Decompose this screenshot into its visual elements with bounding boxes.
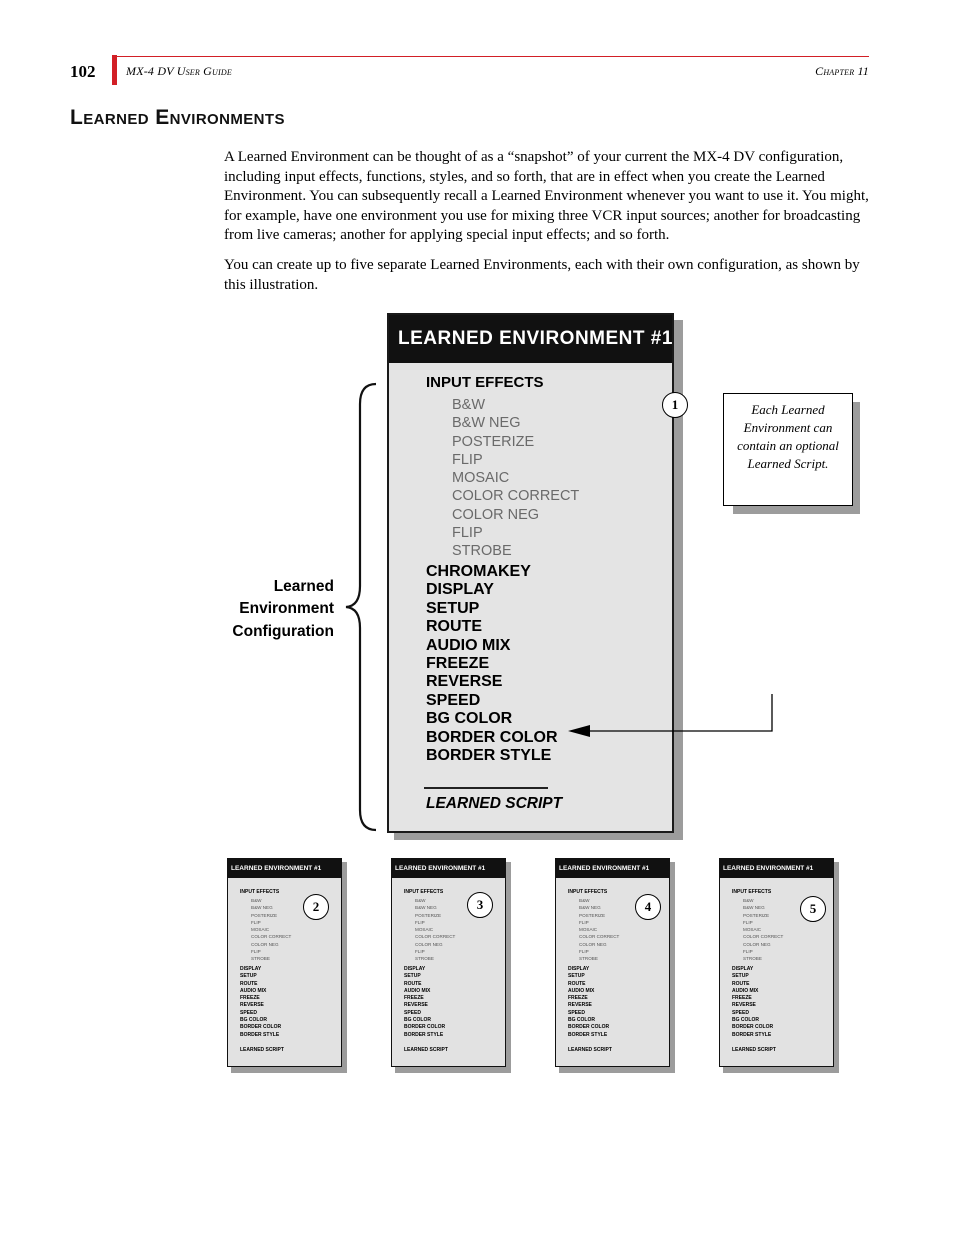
- config-item: DISPLAY: [426, 581, 494, 599]
- thumbnail-effect: STROBE: [415, 956, 434, 962]
- config-label-line: Configuration: [232, 622, 334, 640]
- environment-thumbnail-3: [391, 858, 511, 1073]
- thumbnail-effect: FLIP: [415, 949, 425, 955]
- thumbnail-item: SPEED: [404, 1009, 421, 1016]
- thumbnail-effect: COLOR NEG: [579, 941, 607, 947]
- thumbnail-effect: FLIP: [743, 919, 753, 925]
- effect-item: B&W NEG: [452, 415, 521, 432]
- thumbnail-item: AUDIO MIX: [732, 987, 759, 994]
- thumbnail-item: BORDER COLOR: [568, 1024, 610, 1031]
- thumbnail-item: SETUP: [568, 973, 585, 980]
- input-effects-heading: INPUT EFFECTS: [426, 374, 544, 391]
- thumbnail-item: BG COLOR: [240, 1017, 267, 1024]
- thumbnail-item: ROUTE: [732, 980, 750, 987]
- thumbnail-effects-list: [415, 897, 455, 963]
- thumbnail-item: DISPLAY: [404, 966, 426, 972]
- header-rule: [117, 56, 869, 57]
- thumbnail-effect: STROBE: [251, 956, 270, 962]
- section-title: Learned Environments: [70, 106, 285, 129]
- configuration-brace: [340, 380, 380, 835]
- thumbnail-effect: B&W NEG: [743, 905, 765, 911]
- thumbnail-item: SPEED: [240, 1009, 257, 1016]
- config-item: SPEED: [426, 691, 481, 709]
- thumbnail-items: [240, 966, 281, 1039]
- thumbnail-effect: MOSAIC: [579, 927, 598, 933]
- thumbnail-item: REVERSE: [240, 1002, 264, 1009]
- thumbnail-effect: POSTERIZE: [579, 912, 606, 918]
- effect-item: B&W: [452, 397, 486, 413]
- thumbnail-item: REVERSE: [404, 1002, 428, 1009]
- thumbnail-effect: COLOR NEG: [251, 941, 279, 947]
- thumbnail-item: REVERSE: [732, 1002, 756, 1009]
- paragraph-intro: A Learned Environment can be thought of as a “snapshot” of your current the MX-4 DV configuration, including input effects, functions, styles, and so forth, that are in effect when you create the Learned Environment. You can subsequently recall a Learned Environment whenever you want to use it. You might, for example, have one environment you use for mixing three VCR input sources; another for broadcasting from live cameras; another for applying special input effects; and so forth.: [224, 149, 869, 244]
- thumbnail-effect: COLOR NEG: [415, 941, 443, 947]
- thumbnail-item: BORDER STYLE: [240, 1031, 280, 1038]
- thumbnail-item: SETUP: [240, 973, 257, 980]
- effect-item: COLOR CORRECT: [452, 488, 580, 505]
- thumbnail-item: ROUTE: [404, 980, 422, 987]
- thumbnail-effect: B&W: [579, 898, 590, 903]
- thumbnail-item: ROUTE: [568, 980, 586, 987]
- thumbnail-item: AUDIO MIX: [404, 987, 431, 994]
- thumbnail-title: LEARNED ENVIRONMENT #1: [392, 859, 505, 878]
- thumbnail-script: LEARNED SCRIPT: [732, 1047, 776, 1053]
- thumbnail-effect: FLIP: [251, 919, 261, 925]
- thumbnail-item: FREEZE: [240, 995, 260, 1002]
- thumbnail-item: FREEZE: [732, 995, 752, 1002]
- thumbnail-effects-heading: INPUT EFFECTS: [568, 889, 608, 895]
- thumbnail-effect: COLOR CORRECT: [415, 934, 456, 940]
- thumbnail-item: BG COLOR: [732, 1017, 759, 1024]
- script-divider: [424, 787, 548, 789]
- thumbnail-effect: COLOR CORRECT: [579, 934, 620, 940]
- thumbnail-effect: B&W NEG: [251, 905, 273, 911]
- configuration-label: [226, 576, 334, 643]
- environment-thumbnail-2: [227, 858, 347, 1073]
- thumbnail-effect: POSTERIZE: [251, 912, 278, 918]
- thumbnail-item: AUDIO MIX: [240, 987, 267, 994]
- page-number: 102: [70, 62, 96, 81]
- thumbnail-effect: B&W NEG: [415, 905, 437, 911]
- thumbnail-item: BORDER COLOR: [240, 1024, 282, 1031]
- guide-title: MX-4 DV User Guide: [126, 64, 232, 78]
- thumbnail-title: LEARNED ENVIRONMENT #1: [720, 859, 833, 878]
- environment-thumbnail-5: [719, 858, 839, 1073]
- thumbnail-effect: POSTERIZE: [743, 912, 770, 918]
- thumbnail-item: SPEED: [732, 1009, 749, 1016]
- thumbnail-title: LEARNED ENVIRONMENT #1: [556, 859, 669, 878]
- thumbnail-item: AUDIO MIX: [568, 987, 595, 994]
- thumbnail-effect: FLIP: [579, 949, 589, 955]
- thumbnail-effect: FLIP: [415, 919, 425, 925]
- thumbnail-item: FREEZE: [404, 995, 424, 1002]
- effect-item: MOSAIC: [452, 470, 510, 487]
- thumbnail-effect: STROBE: [579, 956, 598, 962]
- thumbnail-items: [732, 966, 773, 1039]
- config-item: FREEZE: [426, 655, 490, 673]
- configuration-items: [426, 563, 558, 765]
- thumbnail-item: REVERSE: [568, 1002, 592, 1009]
- config-item: BORDER COLOR: [426, 728, 558, 746]
- callout-number: 1: [662, 392, 688, 418]
- effect-item: FLIP: [452, 451, 483, 468]
- thumbnail-number: 5: [800, 896, 826, 922]
- thumbnail-effect: MOSAIC: [251, 927, 270, 933]
- header-red-bar: [112, 55, 117, 85]
- thumbnail-effect: MOSAIC: [743, 927, 762, 933]
- thumbnail-effect: FLIP: [579, 919, 589, 925]
- thumbnail-script: LEARNED SCRIPT: [568, 1047, 612, 1053]
- thumbnail-effects-list: [251, 897, 291, 963]
- thumbnail-item: BORDER STYLE: [404, 1031, 444, 1038]
- chapter-label: Chapter 11: [815, 64, 869, 78]
- thumbnail-item: ROUTE: [240, 980, 258, 987]
- config-item: BG COLOR: [426, 710, 513, 728]
- effect-item: FLIP: [452, 525, 483, 542]
- callout-box: Each Learned Environment can contain an optional Learned Script.: [723, 393, 853, 506]
- config-item: SETUP: [426, 599, 480, 617]
- thumbnail-item: BORDER COLOR: [732, 1024, 774, 1031]
- thumbnail-effect: FLIP: [743, 949, 753, 955]
- thumbnail-item: SETUP: [404, 973, 421, 980]
- effect-item: POSTERIZE: [452, 433, 535, 450]
- thumbnail-effect: B&W: [743, 898, 754, 903]
- thumbnail-number: 4: [635, 894, 661, 920]
- config-label-line: Learned: [273, 578, 334, 595]
- config-item: CHROMAKEY: [426, 563, 531, 580]
- thumbnail-number: 2: [303, 894, 329, 920]
- input-effects-list: [452, 396, 579, 561]
- thumbnail-effects-list: [579, 897, 619, 963]
- thumbnail-items: [568, 966, 609, 1039]
- arrow-to-learned-script: [560, 690, 780, 750]
- config-item: AUDIO MIX: [426, 636, 511, 654]
- learned-script-label: LEARNED SCRIPT: [426, 795, 563, 812]
- config-item: ROUTE: [426, 618, 482, 636]
- thumbnail-item: BORDER COLOR: [404, 1024, 446, 1031]
- thumbnail-item: DISPLAY: [568, 966, 590, 972]
- paragraph-five-environments: You can create up to five separate Learned Environments, each with their own configuration, as shown by this illustration.: [224, 257, 860, 293]
- config-item: BORDER STYLE: [426, 747, 552, 765]
- thumbnail-item: FREEZE: [568, 995, 588, 1002]
- thumbnail-effect: COLOR NEG: [743, 941, 771, 947]
- thumbnail-effect: B&W: [251, 898, 262, 903]
- thumbnail-item: SETUP: [732, 973, 749, 980]
- thumbnail-items: [404, 966, 445, 1039]
- thumbnail-effect: STROBE: [743, 956, 762, 962]
- thumbnail-item: DISPLAY: [240, 966, 262, 972]
- thumbnail-effect: B&W NEG: [579, 905, 601, 911]
- thumbnail-number: 3: [467, 892, 493, 918]
- thumbnail-title: LEARNED ENVIRONMENT #1: [228, 859, 341, 878]
- config-item: REVERSE: [426, 673, 503, 691]
- thumbnail-effects-heading: INPUT EFFECTS: [732, 889, 772, 895]
- thumbnail-item: BORDER STYLE: [568, 1031, 608, 1038]
- thumbnail-script: LEARNED SCRIPT: [240, 1047, 284, 1053]
- thumbnail-item: BG COLOR: [568, 1017, 595, 1024]
- effect-item: STROBE: [452, 543, 512, 560]
- config-label-line: Environment: [239, 600, 334, 618]
- thumbnail-script: LEARNED SCRIPT: [404, 1047, 448, 1053]
- thumbnail-effect: FLIP: [251, 949, 261, 955]
- thumbnail-effect: POSTERIZE: [415, 912, 442, 918]
- thumbnail-item: SPEED: [568, 1009, 585, 1016]
- thumbnail-effect: COLOR CORRECT: [251, 934, 292, 940]
- thumbnail-item: BORDER STYLE: [732, 1031, 772, 1038]
- environment-thumbnail-4: [555, 858, 675, 1073]
- thumbnail-effect: MOSAIC: [415, 927, 434, 933]
- effect-item: COLOR NEG: [452, 506, 540, 523]
- thumbnail-effects-heading: INPUT EFFECTS: [404, 889, 444, 895]
- panel-title: LEARNED ENVIRONMENT #1: [389, 315, 672, 363]
- thumbnail-item: BG COLOR: [404, 1017, 431, 1024]
- thumbnail-item: DISPLAY: [732, 966, 754, 972]
- thumbnail-effects-heading: INPUT EFFECTS: [240, 889, 280, 895]
- thumbnail-effects-list: [743, 897, 783, 963]
- thumbnail-effect: B&W: [415, 898, 426, 903]
- thumbnail-effect: COLOR CORRECT: [743, 934, 784, 940]
